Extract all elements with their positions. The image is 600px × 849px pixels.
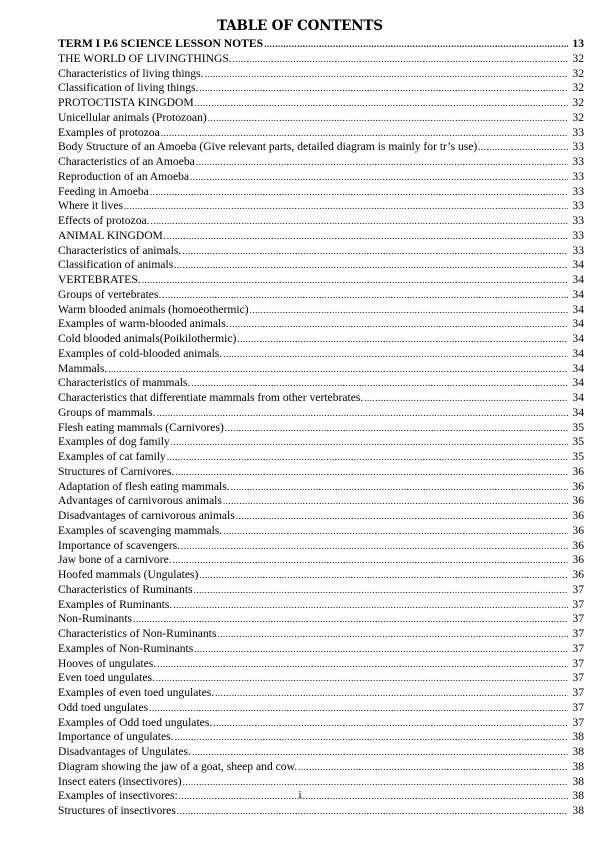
- toc-entry-page-number: 33: [572, 169, 584, 183]
- dot-leader: [192, 745, 568, 760]
- dot-leader: [196, 155, 568, 170]
- dot-leader: [133, 612, 568, 627]
- dot-leader: [108, 362, 568, 377]
- dot-leader: [223, 347, 568, 362]
- toc-entry-label: Examples of cat family: [58, 450, 166, 463]
- toc-entry-page-number: 33: [572, 214, 584, 227]
- toc-entry-page-number: 34: [572, 258, 584, 272]
- dot-leader: [231, 480, 568, 495]
- toc-entry[interactable]: [58, 657, 584, 672]
- toc-entry-label: Structures of Carnivores.: [58, 464, 175, 478]
- toc-entry[interactable]: [58, 273, 584, 288]
- toc-entry[interactable]: [58, 52, 584, 67]
- table-of-contents: [58, 37, 584, 819]
- toc-entry-label: Examples of Ruminants.: [58, 597, 173, 611]
- dot-leader: [177, 804, 568, 819]
- toc-entry-label: Examples of Odd toed ungulates.: [58, 715, 213, 729]
- toc-entry-label: Reproduction of an Amoeba: [58, 169, 190, 183]
- toc-entry[interactable]: [58, 229, 584, 244]
- toc-entry-label: Examples of even toed ungulates.: [58, 686, 215, 699]
- toc-entry-label: Examples of cold-blooded animals.: [58, 346, 223, 360]
- toc-entry[interactable]: [58, 627, 584, 642]
- toc-entry-label: Examples of warm-blooded animals.: [58, 317, 229, 331]
- toc-entry-page-number: 33: [572, 140, 584, 154]
- toc-entry[interactable]: [58, 244, 584, 259]
- toc-entry[interactable]: [58, 716, 584, 731]
- toc-entry-label: Characteristics of an Amoeba: [58, 155, 195, 168]
- page-title: TABLE OF CONTENTS: [217, 18, 383, 34]
- toc-entry[interactable]: [58, 376, 584, 391]
- toc-entry-label: Effects of protozoa.: [58, 214, 150, 227]
- toc-entry-label: PROTOCTISTA KINGDOM: [58, 96, 194, 109]
- dot-leader: [237, 332, 568, 347]
- toc-entry-label: Disadvantages of Ungulates.: [58, 745, 191, 758]
- toc-entry-label: Classification of animals: [58, 258, 174, 272]
- dot-leader: [173, 598, 568, 613]
- dot-leader: [167, 229, 568, 244]
- toc-entry[interactable]: [58, 126, 584, 141]
- dot-leader: [213, 716, 568, 731]
- toc-entry-label: Groups of mammals.: [58, 405, 156, 419]
- toc-entry-label: Unicellular animals (Protozoan): [58, 110, 207, 124]
- toc-entry[interactable]: [58, 612, 584, 627]
- page-number-footer: i: [298, 789, 302, 801]
- toc-entry-page-number: 37: [572, 641, 584, 655]
- toc-entry-label: Examples of protozoa: [58, 125, 160, 139]
- dot-leader: [175, 465, 568, 480]
- dot-leader: [194, 583, 568, 598]
- toc-entry[interactable]: [58, 553, 584, 568]
- toc-entry[interactable]: [58, 671, 584, 686]
- dot-leader: [264, 37, 568, 52]
- toc-entry[interactable]: [58, 760, 584, 775]
- toc-entry-page-number: 34: [572, 346, 584, 360]
- toc-entry-page-number: 35: [572, 435, 584, 449]
- toc-entry[interactable]: [58, 509, 584, 524]
- dot-leader: [230, 317, 568, 332]
- toc-entry-page-number: 38: [572, 745, 584, 758]
- toc-entry-label: Characteristics of Ruminants: [58, 582, 193, 596]
- toc-entry-page-number: 32: [572, 96, 584, 109]
- toc-entry-page-number: 33: [572, 125, 584, 139]
- dot-leader: [157, 406, 568, 421]
- toc-entry-label: Classification of living things.: [58, 81, 199, 95]
- dot-leader: [173, 553, 568, 568]
- toc-entry-page-number: 35: [572, 420, 584, 434]
- toc-entry-page-number: 34: [572, 361, 584, 375]
- dot-leader: [167, 450, 568, 465]
- toc-entry-page-number: 13: [572, 37, 584, 50]
- toc-entry[interactable]: [58, 480, 584, 495]
- toc-entry-label: Cold blooded animals(Poikilothermic): [58, 332, 237, 345]
- toc-entry-label: Flesh eating mammals (Carnivores): [58, 420, 224, 434]
- dot-leader: [157, 657, 568, 672]
- dot-leader: [151, 214, 568, 229]
- toc-entry-page-number: 34: [572, 332, 584, 345]
- dot-leader: [162, 288, 568, 303]
- toc-entry[interactable]: [58, 303, 584, 318]
- toc-entry-page-number: 37: [572, 627, 584, 640]
- toc-entry-page-number: 38: [572, 730, 584, 744]
- toc-entry[interactable]: [58, 421, 584, 436]
- dot-leader: [149, 701, 568, 716]
- dot-leader: [236, 509, 568, 524]
- toc-entry-page-number: 34: [572, 391, 584, 404]
- toc-entry-page-number: 37: [572, 656, 584, 670]
- toc-entry-label: Characteristics that differentiate mammals from other vertebrates.: [58, 391, 364, 404]
- toc-entry-page-number: 37: [572, 612, 584, 626]
- toc-entry[interactable]: [58, 332, 584, 347]
- toc-entry-label: Feeding in Amoeba: [58, 184, 149, 198]
- dot-leader: [181, 539, 568, 554]
- toc-entry-label: Hoofed mammals (Ungulates): [58, 568, 199, 581]
- dot-leader: [223, 494, 568, 509]
- toc-entry-page-number: 37: [572, 700, 584, 714]
- toc-entry-page-number: 33: [572, 199, 584, 213]
- dot-leader: [182, 244, 568, 259]
- toc-entry-page-number: 32: [572, 66, 584, 80]
- dot-leader: [223, 524, 568, 539]
- toc-entry-label: Odd toed ungulates: [58, 700, 149, 714]
- dot-leader: [233, 52, 568, 67]
- toc-entry-page-number: 37: [572, 686, 584, 699]
- toc-entry-label: Mammals.: [58, 361, 108, 375]
- dot-leader: [298, 760, 568, 775]
- toc-entry-page-number: 38: [572, 759, 584, 773]
- toc-entry-label: Examples of Non-Ruminants: [58, 641, 194, 655]
- toc-entry-page-number: 32: [572, 110, 584, 124]
- toc-entry[interactable]: [58, 347, 584, 362]
- toc-entry-label: Diagram showing the jaw of a goat, sheep and cow.: [58, 759, 298, 773]
- toc-entry[interactable]: [58, 391, 584, 406]
- toc-entry[interactable]: [58, 450, 584, 465]
- toc-entry[interactable]: [58, 730, 584, 745]
- toc-entry-label: Hooves of ungulates.: [58, 656, 157, 670]
- toc-entry[interactable]: [58, 111, 584, 126]
- toc-entry-label: Groups of vertebrates.: [58, 287, 162, 301]
- dot-leader: [183, 775, 568, 790]
- dot-leader: [191, 376, 568, 391]
- toc-entry-page-number: 36: [572, 538, 584, 552]
- dot-leader: [364, 391, 568, 406]
- toc-entry[interactable]: [58, 642, 584, 657]
- dot-leader: [199, 568, 568, 583]
- toc-entry-page-number: 37: [572, 715, 584, 729]
- toc-entry[interactable]: [58, 701, 584, 716]
- dot-leader: [199, 81, 568, 96]
- toc-entry-label: Characteristics of Non-Ruminants: [58, 627, 217, 640]
- toc-entry[interactable]: [58, 37, 584, 52]
- toc-entry-label: Body Structure of an Amoeba (Give relevant parts, detailed diagram is mainly for tr’s use): [58, 140, 478, 154]
- toc-entry-page-number: 33: [572, 184, 584, 198]
- toc-entry[interactable]: [58, 185, 584, 200]
- dot-leader: [161, 126, 568, 141]
- toc-entry-page-number: 34: [572, 287, 584, 301]
- toc-entry[interactable]: [58, 435, 584, 450]
- dot-leader: [156, 671, 568, 686]
- toc-entry-page-number: 34: [572, 317, 584, 331]
- toc-entry-page-number: 38: [572, 774, 584, 788]
- toc-entry-label: Examples of insectivores:: [58, 789, 178, 803]
- toc-entry-page-number: 34: [572, 376, 584, 390]
- dot-leader: [174, 258, 568, 273]
- toc-entry-label: Importance of ungulates.: [58, 730, 174, 744]
- dot-leader: [250, 303, 568, 318]
- toc-entry-page-number: 38: [572, 804, 584, 817]
- dot-leader: [478, 140, 568, 155]
- toc-entry-label: Importance of scavengers.: [58, 538, 181, 552]
- dot-leader: [215, 686, 568, 701]
- toc-entry-label: Examples of dog family: [58, 435, 170, 449]
- toc-entry-page-number: 36: [572, 509, 584, 522]
- toc-entry-page-number: 36: [572, 464, 584, 478]
- toc-entry-label: Non-Ruminants: [58, 612, 133, 626]
- toc-entry[interactable]: [58, 81, 584, 96]
- dot-leader: [205, 67, 568, 82]
- toc-entry-page-number: 37: [572, 582, 584, 596]
- toc-entry-label: TERM I P.6 SCIENCE LESSON NOTES: [58, 37, 264, 50]
- toc-entry-page-number: 33: [572, 243, 584, 257]
- toc-entry-label: Advantages of carnivorous animals: [58, 494, 222, 508]
- toc-entry-page-number: 37: [572, 671, 584, 685]
- toc-entry-page-number: 32: [572, 51, 584, 65]
- toc-entry-label: THE WORLD OF LIVINGTHINGS.: [58, 51, 232, 65]
- toc-entry[interactable]: [58, 199, 584, 214]
- toc-entry[interactable]: [58, 686, 584, 701]
- toc-entry[interactable]: [58, 494, 584, 509]
- toc-entry-label: Disadvantages of carnivorous animals: [58, 509, 235, 522]
- toc-entry[interactable]: [58, 598, 584, 613]
- toc-entry-label: Where it lives: [58, 199, 124, 213]
- toc-entry[interactable]: [58, 214, 584, 229]
- toc-entry-page-number: 33: [572, 228, 584, 242]
- dot-leader: [171, 435, 568, 450]
- toc-entry[interactable]: [58, 288, 584, 303]
- toc-entry-page-number: 36: [572, 494, 584, 508]
- toc-entry-label: Examples of scavenging mammals.: [58, 523, 223, 537]
- dot-leader: [175, 730, 568, 745]
- toc-entry[interactable]: [58, 258, 584, 273]
- toc-entry[interactable]: [58, 406, 584, 421]
- toc-entry-page-number: 38: [572, 789, 584, 803]
- toc-entry-label: Characteristics of mammals.: [58, 376, 191, 390]
- toc-entry-label: Jaw bone of a carnivore.: [58, 553, 172, 567]
- toc-entry-page-number: 34: [572, 302, 584, 316]
- toc-entry-label: Warm blooded animals (homoeothermic): [58, 302, 249, 316]
- dot-leader: [195, 96, 568, 111]
- toc-entry-label: Adaptation of flesh eating mammals.: [58, 479, 230, 493]
- toc-entry-page-number: 34: [572, 273, 584, 286]
- toc-entry-label: Characteristics of animals.: [58, 243, 182, 257]
- toc-entry-label: VERTEBRATES.: [58, 273, 141, 286]
- toc-entry[interactable]: [58, 568, 584, 583]
- toc-entry[interactable]: [58, 465, 584, 480]
- toc-entry[interactable]: [58, 170, 584, 185]
- dot-leader: [217, 627, 568, 642]
- dot-leader: [225, 421, 568, 436]
- toc-entry[interactable]: [58, 140, 584, 155]
- toc-entry[interactable]: [58, 155, 584, 170]
- toc-entry[interactable]: [58, 317, 584, 332]
- dot-leader: [142, 273, 568, 288]
- toc-entry-page-number: 34: [572, 405, 584, 419]
- toc-entry-label: Even toed ungulates.: [58, 671, 155, 685]
- toc-entry[interactable]: [58, 775, 584, 790]
- toc-entry[interactable]: [58, 362, 584, 377]
- toc-entry[interactable]: [58, 539, 584, 554]
- toc-entry-page-number: 36: [572, 553, 584, 567]
- dot-leader: [124, 199, 568, 214]
- toc-entry-page-number: 36: [572, 523, 584, 537]
- toc-entry[interactable]: [58, 67, 584, 82]
- dot-leader: [194, 642, 568, 657]
- dot-leader: [208, 111, 568, 126]
- toc-entry-page-number: 36: [572, 568, 584, 581]
- toc-entry-page-number: 36: [572, 479, 584, 493]
- dot-leader: [150, 185, 568, 200]
- toc-entry-page-number: 33: [572, 155, 584, 168]
- toc-entry-page-number: 32: [572, 81, 584, 95]
- toc-entry[interactable]: [58, 745, 584, 760]
- toc-entry[interactable]: [58, 583, 584, 598]
- toc-entry-page-number: 35: [572, 450, 584, 463]
- toc-entry-label: ANIMAL KINGDOM.: [58, 228, 166, 242]
- toc-entry[interactable]: [58, 804, 584, 819]
- toc-entry[interactable]: [58, 96, 584, 111]
- toc-entry-label: Insect eaters (insectivores): [58, 774, 182, 788]
- toc-entry-label: Structures of insectivores: [58, 804, 176, 817]
- toc-entry-page-number: 37: [572, 597, 584, 611]
- dot-leader: [190, 170, 568, 185]
- toc-entry[interactable]: [58, 524, 584, 539]
- toc-entry-label: Characteristics of living things.: [58, 66, 204, 80]
